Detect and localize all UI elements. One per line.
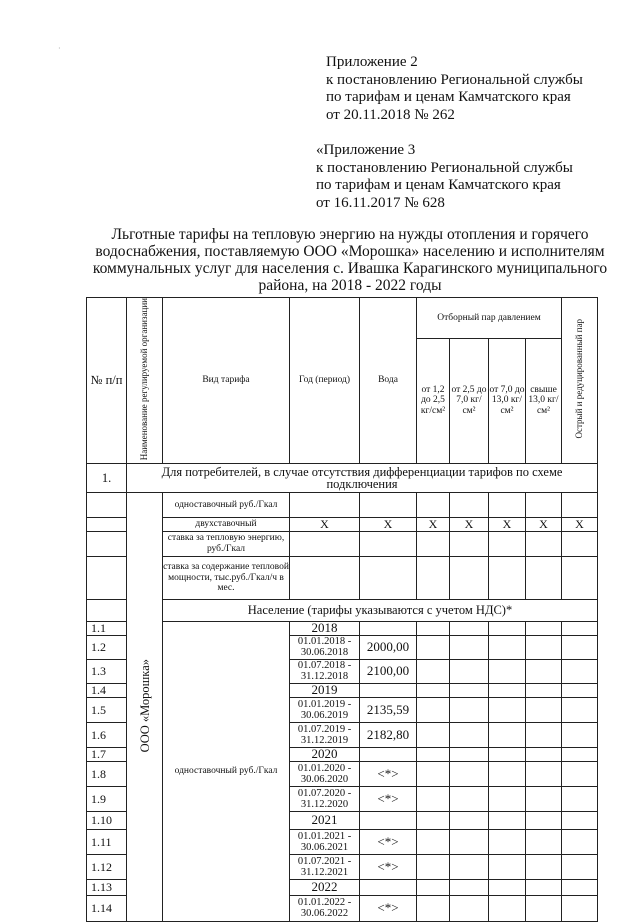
row-period: 2018 (290, 621, 360, 635)
empty-cell (87, 599, 127, 621)
empty-cell (562, 531, 598, 556)
empty-cell (450, 879, 489, 895)
empty-cell (450, 556, 489, 599)
header-line: к постановлению Региональной службы (316, 159, 573, 176)
empty-cell (562, 747, 598, 761)
row-num: 1.7 (87, 747, 127, 761)
row-num: 1.1 (87, 621, 127, 635)
empty-cell (562, 895, 598, 921)
empty-cell (562, 659, 598, 683)
empty-cell (562, 635, 598, 659)
annex-header-2 (326, 54, 583, 124)
empty-cell (450, 854, 489, 879)
header-tariff-type: Вид тарифа (163, 298, 290, 464)
empty-cell (562, 621, 598, 635)
empty-cell (562, 722, 598, 747)
empty-cell (489, 635, 526, 659)
row-period: 01.07.2020 - 31.12.2020 (290, 786, 360, 811)
empty-cell (450, 829, 489, 854)
empty-cell (450, 747, 489, 761)
x-mark: X (450, 517, 489, 531)
row-period: 2019 (290, 683, 360, 697)
empty-cell (526, 492, 562, 517)
empty-cell (450, 895, 489, 921)
empty-cell (87, 492, 127, 517)
empty-cell (526, 854, 562, 879)
empty-cell (562, 811, 598, 829)
empty-cell (290, 492, 360, 517)
row-value (360, 683, 417, 697)
header-line: по тарифам и ценам Камчатского края (316, 177, 561, 193)
row-num: 1.5 (87, 697, 127, 722)
row-num: 1.13 (87, 879, 127, 895)
empty-cell (450, 811, 489, 829)
empty-cell (450, 722, 489, 747)
empty-cell (526, 811, 562, 829)
empty-cell (417, 879, 450, 895)
empty-cell (489, 531, 526, 556)
header-line: от 16.11.2017 № 628 (316, 194, 445, 211)
empty-cell (417, 659, 450, 683)
header-year: Год (период) (290, 298, 360, 464)
empty-cell (450, 659, 489, 683)
empty-cell (526, 829, 562, 854)
empty-cell (489, 761, 526, 786)
header-num: № п/п (87, 298, 127, 464)
header-sharp-steam (562, 298, 598, 464)
empty-cell (526, 621, 562, 635)
empty-cell (526, 683, 562, 697)
row-value: 2135,59 (360, 697, 417, 722)
header-steam-2: от 2,5 до 7,0 кг/см² (450, 338, 489, 463)
empty-cell (450, 621, 489, 635)
org-name: ООО «Морошка» (137, 659, 152, 753)
org-name-cell (127, 492, 163, 921)
row-period: 01.07.2019 - 31.12.2019 (290, 722, 360, 747)
empty-cell (526, 722, 562, 747)
empty-cell (526, 659, 562, 683)
header-org-label: Наименование регулируемой организации (138, 298, 149, 461)
empty-cell (417, 492, 450, 517)
empty-cell (489, 556, 526, 599)
empty-cell (562, 683, 598, 697)
empty-cell (489, 895, 526, 921)
empty-cell (489, 697, 526, 722)
row-value: 2000,00 (360, 635, 417, 659)
header-line: к постановлению Региональной службы (326, 71, 583, 88)
section-num: 1. (87, 463, 127, 492)
empty-cell (562, 697, 598, 722)
row-period: 01.01.2022 - 30.06.2022 (290, 895, 360, 921)
row-num: 1.6 (87, 722, 127, 747)
row-num: 1.3 (87, 659, 127, 683)
empty-cell (417, 531, 450, 556)
empty-cell (450, 786, 489, 811)
row-value: <*> (360, 829, 417, 854)
row-value (360, 879, 417, 895)
empty-cell (526, 761, 562, 786)
tariff-table (86, 297, 598, 922)
empty-cell (450, 492, 489, 517)
empty-cell (489, 659, 526, 683)
empty-cell (417, 829, 450, 854)
empty-cell (526, 895, 562, 921)
empty-cell (562, 854, 598, 879)
row-value: 2100,00 (360, 659, 417, 683)
row-period: 2021 (290, 811, 360, 829)
empty-cell (562, 879, 598, 895)
row-num: 1.4 (87, 683, 127, 697)
section-title: Для потребителей, в случае отсутствия дифференциации тарифов по схеме подключения (127, 463, 598, 492)
empty-cell (290, 556, 360, 599)
empty-cell (360, 492, 417, 517)
row-period: 01.01.2018 - 30.06.2018 (290, 635, 360, 659)
empty-cell (417, 556, 450, 599)
empty-cell (526, 531, 562, 556)
row-period: 01.01.2021 - 30.06.2021 (290, 829, 360, 854)
empty-cell (417, 683, 450, 697)
empty-cell (489, 879, 526, 895)
document-title: Льготные тарифы на тепловую энергию на нужды отопления и горячего водоснабжения, поставляемую ООО «Морошка» населению и исполнителям коммунальных услуг для населения с. Ивашка Карагинского муниципального района, на 2018 - 2022 годы (92, 226, 608, 294)
row-num: 1.12 (87, 854, 127, 879)
general-two-part: двухставочный (163, 517, 290, 531)
header-steam: Отборный пар давлением (417, 298, 562, 339)
header-org (127, 298, 163, 464)
empty-cell (87, 517, 127, 531)
row-period: 01.01.2019 - 30.06.2019 (290, 697, 360, 722)
scan-mark: · (58, 44, 61, 53)
row-value: 2182,80 (360, 722, 417, 747)
empty-cell (417, 895, 450, 921)
empty-cell (526, 556, 562, 599)
empty-cell (489, 854, 526, 879)
empty-cell (489, 786, 526, 811)
header-water: Вода (360, 298, 417, 464)
general-one-part: одноставочный руб./Гкал (163, 492, 290, 517)
empty-cell (562, 829, 598, 854)
header-line: от 20.11.2018 № 262 (326, 106, 455, 123)
row-value (360, 811, 417, 829)
empty-cell (562, 761, 598, 786)
empty-cell (417, 621, 450, 635)
empty-cell (417, 854, 450, 879)
population-tariff-type: одноставочный руб./Гкал (163, 621, 290, 921)
empty-cell (526, 697, 562, 722)
empty-cell (526, 879, 562, 895)
empty-cell (489, 811, 526, 829)
row-period: 2022 (290, 879, 360, 895)
empty-cell (417, 722, 450, 747)
empty-cell (450, 635, 489, 659)
empty-cell (450, 683, 489, 697)
empty-cell (450, 697, 489, 722)
row-value: <*> (360, 761, 417, 786)
population-title: Население (тарифы указываются с учетом НДС)* (163, 599, 598, 621)
row-period: 01.07.2018 - 31.12.2018 (290, 659, 360, 683)
row-num: 1.2 (87, 635, 127, 659)
general-capacity-rate: ставка за содержание тепловой мощности, тыс.руб./Гкал/ч в мес. (163, 556, 290, 599)
row-value: <*> (360, 895, 417, 921)
row-value (360, 747, 417, 761)
empty-cell (417, 747, 450, 761)
row-value: <*> (360, 786, 417, 811)
empty-cell (489, 683, 526, 697)
empty-cell (450, 531, 489, 556)
empty-cell (417, 811, 450, 829)
empty-cell (290, 531, 360, 556)
x-mark: X (562, 517, 598, 531)
row-period: 01.07.2021 - 31.12.2021 (290, 854, 360, 879)
empty-cell (526, 635, 562, 659)
empty-cell (526, 786, 562, 811)
general-heat-rate: ставка за тепловую энергию, руб./Гкал (163, 531, 290, 556)
row-num: 1.14 (87, 895, 127, 921)
row-num: 1.9 (87, 786, 127, 811)
empty-cell (417, 635, 450, 659)
empty-cell (87, 531, 127, 556)
header-line: по тарифам и ценам Камчатского края (326, 89, 571, 105)
empty-cell (489, 722, 526, 747)
empty-cell (417, 786, 450, 811)
row-num: 1.11 (87, 829, 127, 854)
annex-header-3 (316, 142, 573, 212)
empty-cell (562, 786, 598, 811)
empty-cell (360, 556, 417, 599)
empty-cell (489, 829, 526, 854)
empty-cell (489, 621, 526, 635)
header-line: «Приложение 3 (316, 142, 416, 158)
x-mark: X (360, 517, 417, 531)
empty-cell (562, 556, 598, 599)
x-mark: X (290, 517, 360, 531)
header-steam-3: от 7,0 до 13,0 кг/см² (489, 338, 526, 463)
empty-cell (562, 492, 598, 517)
empty-cell (489, 492, 526, 517)
row-num: 1.8 (87, 761, 127, 786)
row-value: <*> (360, 854, 417, 879)
x-mark: X (489, 517, 526, 531)
row-period: 2020 (290, 747, 360, 761)
empty-cell (417, 761, 450, 786)
empty-cell (360, 531, 417, 556)
header-steam-4: свыше 13,0 кг/см² (526, 338, 562, 463)
empty-cell (526, 747, 562, 761)
header-steam-1: от 1,2 до 2,5 кг/см² (417, 338, 450, 463)
empty-cell (489, 747, 526, 761)
header-line: Приложение 2 (326, 54, 418, 70)
row-num: 1.10 (87, 811, 127, 829)
row-period: 01.01.2020 - 30.06.2020 (290, 761, 360, 786)
row-value (360, 621, 417, 635)
x-mark: X (526, 517, 562, 531)
header-sharp-label: Острый и редуцированный пар (573, 319, 584, 439)
x-mark: X (417, 517, 450, 531)
empty-cell (87, 556, 127, 599)
empty-cell (417, 697, 450, 722)
empty-cell (450, 761, 489, 786)
